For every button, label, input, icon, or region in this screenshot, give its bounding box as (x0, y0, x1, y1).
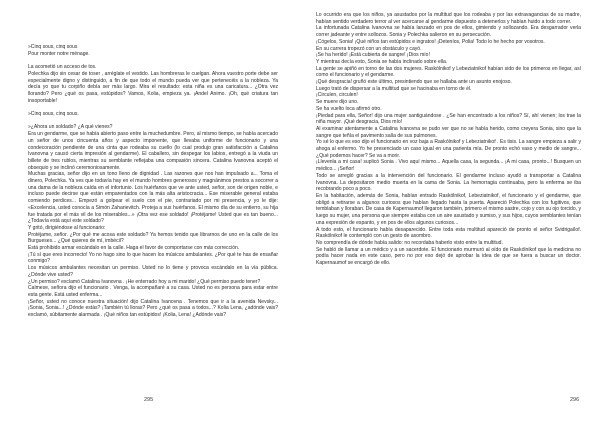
paragraph: »¿Ahora un soldado? ¿A qué vienes? (28, 124, 113, 131)
paragraph: No comprendía de dónde había salido: no recordaba haberlo visto entre la multitud. (316, 239, 503, 246)
paragraph: Muchas gracias, señor dijo en un tono lleno de dignidad . Las razones que nos han impulsado a... Toma el dinero, Polechka. Ya ves que todavía hay en el mundo hombres generosos y magnánimos prestos a socorrer a una dama de la nobleza caída en el infortunio. Los huérfanos que ve ante usted, señor, son de origen noble, e incluso puede decirse que están emparentados con la más alta aristocracia... Ese miserable general estaba comiendo perdices... Empezó a golpear el suelo con el pie, contrariado por mi presencia, y yo le dije: «Excelencia, usted conocía a Simón Zaharievitch. Proteja a sus huérfanos. El mismo día de su entierro, su hija fue tratada por el más vil de los miserables...» ¡Otra vez ese soldado! ¡Protéjame! Usted que es tan bueno... ¿Todavía está aquí este soldado? (28, 171, 278, 225)
left-page-number: 295 (144, 397, 154, 403)
paragraph: »Cinq sous, cinq sous. (28, 111, 79, 117)
paragraph: Todo se arregló gracias a la intervención del funcionario. El gendarme incluso ayudó a transportar a Catalina Ivanovna. La depositaron medio muerta en la cama de Sonia. La hemorragia continuaba, pero la enferma se iba recobrando poco a poco. (316, 172, 581, 193)
paragraph-gap (28, 104, 278, 111)
paragraph: Protéjame, señor. ¿Por qué me acosa este soldado? Ya hemos tenido que librarnos de uno en la calle de los Burgueses... ¿Qué quieres de mí, imbécil? (28, 231, 278, 245)
paragraph: En su carrera tropezó con un obstáculo y cayó. (316, 45, 422, 52)
paragraph: En la habitación, además de Sonia, habían entrado Raskólnikof, Lebeziatnikof, el funcionario y el gendarme, que obligó a retirarse a algunos curiosos que habían llegado hasta la puerta. Apareció Polechka con los fugitivos, que temblaban y lloraban. De casa de Kapernaumof llegaron también, primero el mismo sastre, cojo y con su ojo torcido, y luego su mujer, una persona que siempre estaba con un aire asustado y sumiso, y sus hijos, cuyos semblantes tenían una expresión de espanto, y en pos de ellos algunos curiosos... (316, 192, 581, 226)
paragraph: ¡Señor, usted no conoce nuestra situación! dijo Catalina Ivanovna . Tenemos que ir a la avenida Nevsky... ¡Sonia, Sonia...! ¿Dónde estás? ¡También tú lloras? Pero ¿qué os pasa a todos...? Kolia Lena, ¿adónde vais? exclamó, súbitamente alarmada . ¡Qué niños tan estúpidos! ¡Kolia, Lena! ¿Adónde vais? (28, 298, 278, 319)
paragraph-gap (28, 57, 278, 64)
paragraph: ¡Tú sí que eres incorrecto! Yo no hago sino lo que hacen los músicos ambulantes. ¿Por qué te has de ensañar conmigo? (28, 251, 278, 265)
paragraph: Los músicos ambulantes necesitan un permiso. Usted no lo tiene y provoca escándalo en la vía pública. ¿Dónde vive usted? (28, 265, 278, 278)
paragraph: Lo ocurrido era que los niños, ya asustados por la multitud que los rodeaba y por las extravagancias de su madre, habían sentido verdadero terror al ver acercarse al gendarme dispuesto a detenerlos y habían huido a todo correr. (316, 12, 581, 25)
paragraph: Pour monter notre ménage. (28, 50, 90, 57)
paragraph: Al examinar atentamente a Catalina Ivanovna se pudo ver que no se había herido, como creyera Sonia, sino que la sangre que teñía el pavimento salía de sus pulmones. (316, 125, 581, 139)
left-page-text (28, 44, 278, 319)
right-page-text (316, 12, 581, 267)
paragraph: ¿Un permiso? exclamó Catalina Ivanovna . ¡He enterrado hoy a mi marido! ¿Qué permiso puedo tener? (28, 278, 261, 285)
paragraph: Y mientras decía esto, Sonia se había inclinado sobre ella. (316, 58, 448, 65)
paragraph: Luego trató de dispersar a la multitud que se hacinaba en torno de él. (316, 85, 472, 92)
right-page (300, 0, 600, 424)
paragraph: Calmese, señora dijo el funcionario . Venga, la acompañaré a su casa. Usted no es persona para estar entre esta gente. Está usted enferma... (28, 285, 278, 298)
paragraph: ¡Llevenla a mi casa! suplicó Sonia . Vivo aquí mismo... Aquella casa, la segunda... ¡A mi casa, pronto...! Busquen un médico... ¡Señor! (316, 159, 581, 173)
paragraph: »Cinq sous, cinq sous (28, 44, 78, 50)
paragraph: La acometió un acceso de tos. (28, 64, 97, 71)
paragraph: La infortunada Catalina Ivanovna se había lanzado en pos de ellos, gimiendo y sollozando. Era desgarrador verla correr jadeante y entre sollozos. Sonia y Polechka salieron en su persecución. (316, 25, 581, 39)
paragraph: Yo sé lo que es eso dijo el funcionario en voz baja a Raskólnikof y Lebeziatnikof . Es tisis. La sangre empieza a salir y ahoga al enfermo. Yo he presenciado un caso igual en una parienta mía. De pronto echó vaso y medio de sangre... ¿Qué podemos hacer? Se va a morir. (316, 139, 581, 159)
paragraph: ¡Piedad para ella, Señor! dijo una mujer santiguándose . ¿Se han encontrado a los niños? Sí, ahí vienen; los trae la niña mayor. ¡Qué desgracia, Dios mío! (316, 112, 581, 126)
right-page-number: 296 (570, 397, 580, 403)
paragraph: Y gritó, dirigiéndose al funcionario: (28, 224, 106, 231)
paragraph: Polechka dijo sin cesar de toser , arréglate el vestido. Las hombreras le cuelgan. Ahora vuestro porte debe ser especialmente digno y distinguido, a fin de que todo el mundo pueda ver que pertenecéis a la nobleza. Ya decía yo que tu corpiño debía ser más largo. Mira el resultado: esta niña es una caricatura... ¿Otra vez llorando? Pero ¿qué os pasa, estúpidos? Vamos, Kolia, empieza ya. ¡Andel Animo. ¡Oh, qué criatura tan insoportable! (28, 70, 278, 104)
paragraph: Era un gendarme, que se había abierto paso entre la muchedumbre. Pero, al mismo tiempo, se había acercado un señor de unos cincuenta años y aspecto imponente, que llevaba uniforme de funcionario y una condecoración pendiente de una cinta que rodeaba su cuello (lo cual produjo gran satisfacción a Catalina Ivanovna y causó cierta impresión al gendarme). El caballero, sin despegar los labios, entregó a la viuda un billete de tres rublos, mientras su semblante reflejaba una compasión sincera. Catalina Ivanovna aceptó el obsequio y se inclinó ceremoniosamente. (28, 131, 278, 171)
paragraph: ¡Cógelos, Sonia! ¡Qué niños tan estúpidos e ingratos! ¡Deteníos, Polia! Todo lo he hecho por vosotros. (316, 38, 545, 45)
paragraph: La gente se apiñó en torno de las dos mujeres. Raskólnikof y Lebeziatnikof habían sido de los primeros en llegar, así como el funcionario y el gendarme. (316, 65, 581, 79)
paragraph-gap (28, 118, 278, 125)
paragraph: ¡Qué desgracia! gruñó este último, presintiendo que se hallaba ante un asunto enojoso. (316, 79, 512, 86)
paragraph: ¡Se ha herido! ¡Está cubierta de sangre! ¡Dios mío! (316, 52, 430, 59)
paragraph: ¡Circulen, circulen! (316, 92, 358, 99)
paragraph: A todo esto, el funcionario había desaparecido. Entre toda esta multitud apareció de pronto el señor Svidrigaïlof. Raskólnikof le contempló con un gesto de asombro. (316, 226, 581, 240)
paragraph: Está prohibido armar escándalo en la calle. Haga el favor de comportarse con más corrección. (28, 245, 240, 252)
paragraph: Se habló de llamar a un médico y a un sacerdote. El funcionario murmuró al oído de Raskólnikof que la medicina no podía hacer nada en este caso, pero no por eso dejó de aprobar la idea de que se fuera a buscar un doctor. Kapernaumof se encargó de ello. (316, 246, 581, 267)
paragraph: Se ha vuelto loca afirmó otro. (316, 105, 382, 112)
paragraph: Se muere dijo uno. (316, 99, 359, 106)
